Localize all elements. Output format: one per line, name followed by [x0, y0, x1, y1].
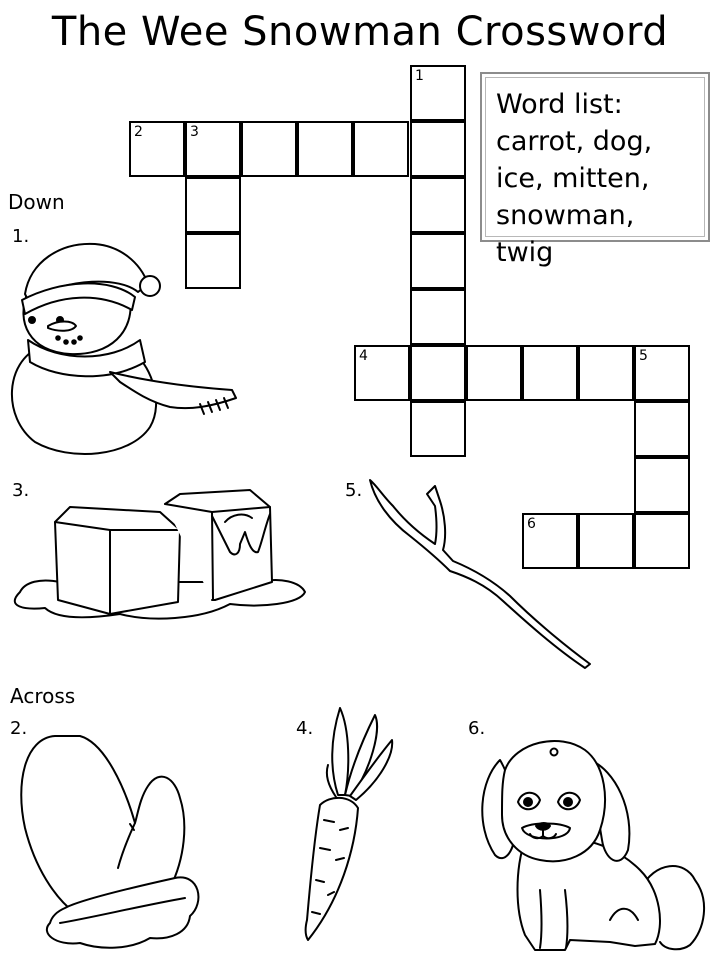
clue-number-down-5: 5.: [345, 480, 363, 501]
dog-picture: [470, 730, 715, 955]
grid-cell-4-across-3[interactable]: [466, 345, 522, 401]
grid-cell-1-down-6[interactable]: [410, 345, 466, 401]
word-list-box: [480, 72, 710, 268]
snowman-picture: [0, 222, 250, 462]
clue-number-across-2: 2.: [10, 718, 28, 739]
grid-cell-1-down-4[interactable]: [410, 233, 466, 289]
grid-number: 4: [359, 348, 368, 364]
grid-cell-2-across-1[interactable]: [129, 121, 185, 177]
grid-number: 5: [639, 348, 648, 364]
down-heading: Down: [8, 190, 65, 214]
across-heading: Across: [10, 684, 76, 708]
grid-cell-2-across-3[interactable]: [241, 121, 297, 177]
grid-cell-5-down-3[interactable]: [634, 457, 690, 513]
grid-cell-1-down-7[interactable]: [410, 401, 466, 457]
grid-cell-5-down-4[interactable]: [634, 513, 690, 569]
grid-cell-1-down-5[interactable]: [410, 289, 466, 345]
carrot-picture: [290, 700, 400, 950]
grid-cell-1-down-3[interactable]: [410, 177, 466, 233]
grid-cell-2-across-5[interactable]: [353, 121, 409, 177]
grid-cell-2-across-2[interactable]: [185, 121, 241, 177]
grid-cell-4-across-1[interactable]: [354, 345, 410, 401]
grid-cell-1-down-1[interactable]: [410, 65, 466, 121]
clue-number-across-6: 6.: [468, 718, 486, 739]
grid-cell-4-across-5[interactable]: [578, 345, 634, 401]
grid-number: 2: [134, 124, 143, 140]
grid-number: 1: [415, 68, 424, 84]
clue-number-across-4: 4.: [296, 718, 314, 739]
grid-cell-4-across-4[interactable]: [522, 345, 578, 401]
mitten-picture: [10, 728, 210, 953]
word-list-line: carrot, dog,: [496, 126, 653, 157]
word-list-line: snowman, twig: [496, 200, 635, 268]
clue-number-down-3: 3.: [12, 480, 30, 501]
grid-cell-2-across-4[interactable]: [297, 121, 353, 177]
grid-cell-1-down-2[interactable]: [410, 121, 466, 177]
ice-cubes-picture: [0, 482, 320, 642]
twig-picture: [365, 476, 595, 676]
word-list-heading: Word list:: [496, 89, 623, 120]
page-title: The Wee Snowman Crossword: [51, 9, 669, 55]
grid-number: 6: [527, 516, 536, 532]
word-list-line: ice, mitten,: [496, 163, 650, 194]
grid-cell-4-across-6[interactable]: [634, 345, 690, 401]
clue-number-down-1: 1.: [12, 226, 30, 247]
grid-number: 3: [190, 124, 199, 140]
grid-cell-5-down-2[interactable]: [634, 401, 690, 457]
